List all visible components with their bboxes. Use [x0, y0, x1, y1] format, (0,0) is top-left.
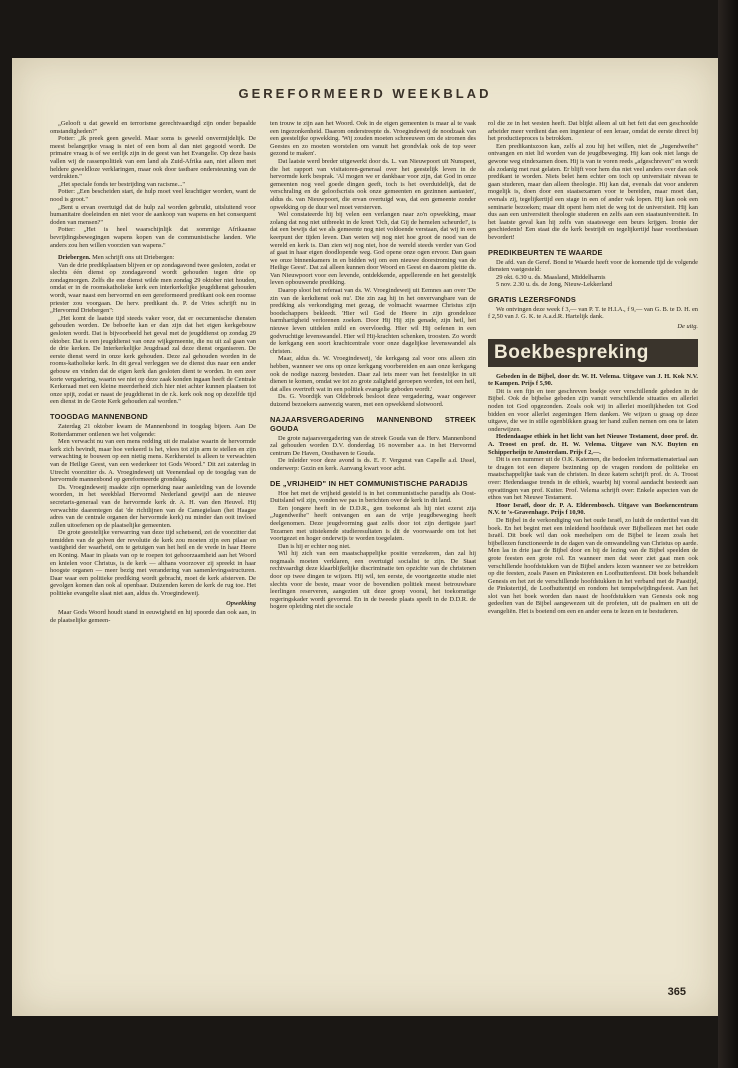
section-heading: TOOGDAG MANNENBOND	[50, 411, 148, 421]
section-heading: PREDIKBEURTEN TE WAARDE	[488, 247, 603, 257]
paragraph: We ontvingen deze week f 3,— van P. T. te H.I.A., f 9,— van G. B. te D. H. en f 2,50 van J. G. K. te A.a.d.R. Hartelijk dank.	[488, 305, 698, 321]
paragraph: Hoe het met de vrijheid gesteld is in het communistische paradijs als Oost-Duitsland wil zijn, vonden we pas in berichten over de kerk in dit land.	[270, 489, 476, 505]
paragraph: Een jongere heeft in de D.D.R., gen toekomst als hij niet ezerst zija „Jugendweihe" heeft ontvangen en aan de vrije jeugdbeweging heeft deelgenomen. Deze jeugdvorming gaat zelfs door tot zijn dertigste jaar! Tezamen met uitstekende studieresultaten is dit de voorwaarde om tot het voortgezet en hoger onderwijs te worden toegelaten.	[270, 504, 476, 543]
column-3	[488, 120, 698, 990]
subheading: Opwekking	[226, 599, 256, 607]
paragraph: Potter: „Ik preek geen geweld. Maar soms is geweld onvermijdelijk. De meest belangrijke vraag is niet of een bom al dan niet gegooid wordt. De primaire vraag is of we eerlijk zijn in de geest van het Evangelie. Op deze basis vallen wij de rassenpolitiek van een land als Zuid-Afrika aan, niet alleen met heldere geweldloze verklaringen, maar ook door tastbare ondersteuning van de verdrukten."	[50, 135, 256, 181]
paragraph: Dan is hij er echter nog niet.	[278, 542, 351, 550]
paragraph: De inleider voor deze avond is ds. E. F. Vergunst van Capelle a.d. IJssel, onderwerp: Gezin en kerk. Aanvang kwart voor acht.	[270, 457, 476, 472]
page-header: GEREFORMEERD WEEKBLAD	[238, 86, 492, 101]
book-review-heading: Boekbespreking	[488, 339, 698, 367]
paragraph: Potter: „Een bescheiden start, de hulp moet veel krachtiger worden, want de nood is groot."	[50, 188, 256, 203]
paragraph: Wel constateerde hij bij velen een verlangen naar zo'n opwekking, maar zolang dat nog niet uitbreekt in de kreet 'Och, dat Gij de hemelen scheurde!', is dat een bewijs dat we als gemeente nog niet voldoende verstaan, dat wij in een keerpunt der tijden leven. Dan weten wij nog niet hoe groot de nood van de wereld en kerk is. Dan zien wij nog niet, hoe de wereld steeds verder van God af gaat in haar eigen doodlopende weg. God opene onze ogen ervoor. Dan gaan we onze binnenkamers in en bidden wij om een nieuwe doorstroming van de Heilige Geest'. Dat zal alleen kunnen door Woord en Geest en daarom pleitte ds. Van Nieuwpoort voor een levende, ontdekkende, appellerende en het geestelijk leven opbouwende prediking.	[270, 211, 476, 287]
paragraph-text: Men schrijft ons uit Driebergen:	[92, 254, 175, 262]
column-2	[270, 120, 476, 990]
paragraph: Daarop sloot het referaat van ds. W. Vroegindeweij uit Eemnes aan over 'De zin van de kerkdienst ook nu'. Die zin zag hij in het onvervangbare van de prediking als verkondiging met gezag, de volmacht waarmee Christus zijn boodschappers bekleedt. 'Hier wil God de Heere in zijn grondeloze barmhartigheid verlorenen zoeken. Door Hij Hij zijn genade, zijn heil, het nieuwe leven uitdelen mild en overvloedig. Hier wil Hij oefenen in een godvruchtige levenswandel. Hier wil Hij-krachten schenken, troosten. Zo wordt de kerkgang een soort krachtcentrale voor onze dagelijkse levenswandel als christen.	[270, 287, 476, 355]
paragraph: Ds. Vroegindeweij maakte zijn opmerking naar aanleiding van de lovende woorden, in het weekblad Hervormd Nederland gewijd aan de nieuwe secretaris-generaal van de hervormde kerk dr. A. H. van den Heuvel. Hij verwachtte daarentegen dat 'de richtlijnen van de Camegielaan (het Haagse adres van de centrale organen der hervormde kerk) nu minder dan ooit invloed zullen uitoefenen op de plaatselijke gemeenten.	[50, 483, 256, 529]
page-number: 365	[667, 986, 686, 998]
book-title: Hoor Israël, door dr. P. A. Elderenbosch. Uitgave van Boekencentrum N.V. te 's-Gravenhage. Prijs f 10,90.	[488, 501, 698, 517]
keyword-driebergen: Driebergen.	[58, 254, 91, 262]
paragraph	[50, 254, 256, 262]
paragraph: Maar Gods Woord houdt stand in eeuwigheid en hij spoorde dan ook aan, in de plaatselijke gemeen-	[50, 609, 256, 624]
paragraph: „Het komt de laatste tijd steeds vaker voor, dat er oecumenische diensten gehouden worden. De beboefte kan er dan zijn dat het eigen kerkgebouw gesloten wordt. Dat is bijvoorbeeld het geval met de jeugddienst op zondag 29 oktober. Dat is een jeugddienst van onze wijkgemeente, die nu uit zal gaan van de drie kerken. De Interkerkelijke Jeugdraad zal deze dienst organiseren. De eerste dienst werd in onze kerk gehouden. Deze zal gehouden worden in de rooms-katholieke kerk. In dit geval verleggen we de dienst dus naar een ander gebouw en vinden dat de eigen kerk dan gesloten dient te worden. In een zeer korte vergadering, waarin we niet op deze zaak konden ingaan heeft de Centrale Kerkeraad met een kleine meerderheid zich hier niet achter kunnen plaatsen tot onze spijt, zodat er naast de jeugddienst in de r.k. kerk ook nog op dezelfde tijd een dienst in de Grote Kerk gehouden zal worden."	[50, 314, 256, 406]
paragraph: De grote geestelijke verwarring van deze tijd schetsend, zei de voorzitter dat temidden van de golven der revolutie de kerk zou moeten zijn een pilaar en vastigheid der waarheid, om te getuigen van het heil en de vrede in haar Heere en Koning. Maar in plaats van op te roepen tot gehoorzaamheid aan het Woord en knielen voor Christus, is de kerk — althans voorzover zij spreekt in haar hoogste organen — meer bezig met verandering van samenlevingsstructuren. Daar waar een politieke prediking wordt gebracht, moet de kerk afsterven. De gevolgen komen dan ook al openbaar. Duizenden keren de kerk de rug toe. Het politieke evangelie slaat niet aan, aldus ds. Vroegindeweij.	[50, 529, 256, 598]
newspaper-page	[12, 58, 718, 1016]
section-heading: GRATIS LEZERSFONDS	[488, 294, 577, 304]
paragraph: „Bent u ervan overtuigd dat de hulp zal worden gebruikt, uitsluitend voor humanitaire doeleinden en niet voor de aankoop van wapens en het consequent doden van mensen?"	[50, 203, 256, 226]
paragraph: De afd. van de Geref. Bond te Waarde heeft voor de komende tijd de volgende diensten vastgesteld:	[488, 258, 698, 274]
paragraph: Dit is een fijn en teer geschreven boekje over verschillende gebeden in de Bijbel. Ook de bijbelse gebeden zijn vanuit verschillende situaties en allerlei noden tot God opgezonden. Zoals ook wij in allerlei moeilijkheden tot God bidden en voor allerlei zegeningen Hem danken. We wijzen u graag op deze uitgave, die we in stille ogenblikken graag ter hand zullen nemen om ons te laten onderwijzen.	[488, 387, 698, 433]
paragraph: Ds. G. Voordijk van Oldebroek besloot deze vergadering, waar ongeveer duizend bezoekers aanwezig waren, met een opwekkend slotwoord.	[270, 393, 476, 408]
paragraph: Dit is een nummer uit de O.K. Katernen, die bedoelen informatiemateriaal aan te dragen tot een diepere bezinning op de vragen rondom de politieke en maatschappelijke taak van de christen. In deze katern schrijft prof. dr. A. Troost over: Hedendaagse trends in de ethiek, waarbij hij vooral aandacht besteedt aan opvattingen van prof. Kuiter. Prof. Velema schrijft over: Enkele aspecten van de ethos van het Nieuwe Testament.	[488, 456, 698, 502]
paragraph: „Het speciale fonds ter bestrijding van racisme..."	[58, 180, 186, 188]
section-heading: NAJAARSVERGADERING MANNENBOND STREEK GOUDA	[270, 414, 476, 433]
book-title: Hedendaagse ethiek in het licht van het Nieuwe Testament, door prof. dr. A. Troost en prof. dr. H. W. Velema. Uitgave van N.V. Buyten en Schipperheijn te Amsterdam. Prijs f 2,—.	[488, 433, 698, 456]
book-title: Gebeden in de Bijbel, door dr. W. H. Velema. Uitgave van J. H. Kok N.V. te Kampen. Prijs f 5,90.	[488, 372, 698, 388]
signature: De uitg.	[677, 323, 698, 331]
paragraph: Maar, aldus ds. W. Vroegindeweij, 'de kerkgang zal voor ons alleen zin hebben, wanneer we ons op onze kerkgang voorbereiden en aan onze kerkgang ook de nodige nazorg besteden. Daar zal iets meer van het feestelijke in uit dienen te komen, omdat we tot zo grote zaligheid geroepen worden, tot een heil, dat alles overtreft wat in een politiek evangelie geboden wordt.'	[270, 355, 476, 393]
paragraph: Zaterdag 21 oktober kwam de Mannenbond in toogdag bijeen. Aan De Rotterdammer ontlenen we het volgende:	[50, 422, 256, 438]
column-1	[50, 120, 256, 990]
paragraph: Men verwacht nu van een mens redding uit de malaise waarin de hervormde kerk zich bevindt, maar hoe verkeerd is het, vlees tot zijn arm te stellen en zijn verwachting te bouwen op een nietig mens. Kerkherstel is alleen te verwachten van de Heilige Geest, van een wederkeer tot Gods Woord." Dit zei zaterdag in Utrecht voorzitter ds. A. Vroegindeweij uit Veenendaal op de toogdag van de hervormde mannenbond op gereformeerde grondslag.	[50, 438, 256, 484]
paragraph: Dat laatste werd breder uitgewerkt door ds. L. van Nieuwpoort uit Nunspeet, die het rapport van visitatoren-generaal over het geestelijk leven in de hervormde kerk besprak. 'Al mogen we er dankbaar voor zijn, dat God in onze gemeenten nog veel goede dingen geeft, toch is het overduidelijk, dat de verschraling en de geloofscrisis ook onze gemeenten en gezinnen aantasten', aldus ds. van Nieuwpoort, die ervan overtuigd was, dat een gemeente zonder opwekking op de duur wel moet versterven.	[270, 157, 476, 211]
paragraph: „Gelooft u dat geweld en terrorisme gerechtvaardigd zijn onder bepaalde omstandigheden?"	[50, 120, 256, 135]
service-line: 29 okt. 6.30 u. ds. Maasland, Middelharnis	[496, 273, 606, 281]
paragraph: Wil hij zich van een maatschappelijke positie verzekeren, dan zal hij nogmaals moeten verklaren, een overtuigd socialist te zijn. De Staat rechtvaardigt deze klaarblijkelijke discriminatie ten opzichte van de christenen door op twee dingen te wijzen. Hij wil, ten eerste, de voortgezette studie niet slechts voor de beste, maar voor de bovendien politiek meest betrouwbare leerlingen reserveren, aangezien uit deze groep vooral, het toekomstige regeringskader wordt gevormd. En in de tweede plaats speelt in de D.D.R. de hogere opleiding niet die sociale	[270, 550, 476, 611]
paragraph: De Bijbel in de verkondiging van het oude Israël, zo luidt de ondertitel van dit boek. En het begint met een inleidend hoofdstuk over Bijbellezen met het oude Israël. Dit boek wil dan ook meehelpen om de Bijbel te lezen zoals het bijbellezen functioneerde in de dagen van de omwandeling van Christus op aarde. Men las in drie jaar de Bijbel door en bij de lezing van de Bijbel speelden de grote feesten een grote rol. En wanneer men dat weer ziet gaat men ook verschillende hoofdstukken van de Bijbel anders lezen wanneer we ze betrekken op die feesten, zoals Pasen en Pinksteren en Loofhuttenfeest. Dit boek behandelt Genesis en het zet de verschillende hoofdstukken in het verband met de Paastijd, de Pinkstertijd, de Loofhuttentijd en rondom het tempelwijdingsfeest. Aan het slot van het boek worden dan naast de hoofdstukken van Genesis ook nog gedeelten van de Bijbel aangewezen uit de profeten, uit de psalmen en uit de evangeliën. Het is boeiend om een en ander eens te lezen en te bestuderen.	[488, 516, 698, 616]
section-heading: DE „VRIJHEID" IN HET COMMUNISTISCHE PARADIJS	[270, 478, 468, 488]
binding-shadow	[718, 0, 738, 1068]
service-line: 5 nov. 2.30 u. ds. de Jong, Nieuw-Lekkerland	[496, 281, 613, 289]
paragraph: rol die ze in het westen heeft. Dat blijkt alleen al uit het feit dat een geschoolde arbeider meer verdient dan een ingenieur of een leraar, omdat de eerste direct bij het productieproces is betrokken.	[488, 120, 698, 143]
paragraph: Een predikantszoon kan, zelfs al zou hij het willen, niet de „Jugendweihe" ontvangen en niet lid worden van de jeugdbeweging. Hij kan ook niet langs de gewone weg eindexamen doen. Hij is van te voren reeds „afgeschreven" en wordt als zodanig met rust gelaten. Er blijft voor hem dus niet veel anders over dan ook predikant te worden. Niets belet hem echter om toch op universitair niveau te gaan studeren, maar dan alleen theologie. Hij kan dat, evenals dat voor anderen mogelijk is, doen door een staatsexamen voor te bereiden, maar moet dan, evenals zij, tegelijkertijd een stage in een of ander vak lopen. Hij kan ook een seminarie bezoeken; maar dit opent hem niet de weg tot de universiteit. Hij kan dus aan een universiteit theologie studeren en zelfs aan een staatsuniversiteit. In het laatste geval kan hij zelfs van staatswege een beurs krijgen. Ironie der geschiedenis! Een staat die de kerk bestrijdt en tegelijkertijd haar voortbestaan bevordert!	[488, 142, 698, 241]
paragraph: Potter: „Het is heel waarschijnlijk dat sommige Afrikaanse bevrijdingsbewegingen wapens kopen van de communistische landen. Wie anders zou hen willen voorzien van wapens."	[50, 226, 256, 249]
paragraph: ten trouw te zijn aan het Woord. Ook in de eigen gemeenten is maar al te vaak een ingezonkenheid. Daarom onderstreepte ds. Vroegindeweij de noodzaak van een geestelijke opwekking. 'Wij zouden moeten schreeuwen om de stromen des Geestes en zo moeten worstelen om vanuit het grondvlak ook de top weer gezond te maken'.	[270, 120, 476, 158]
paragraph: De grote najaarsvergadering van de streek Gouda van de Herv. Mannenbond zal gehouden worden D.V. donderdag 16 november a.s. in het Hervormd centrum De Haven, Oosthaven te Gouda.	[270, 434, 476, 457]
paragraph: Van de drie predikplaatsen blijven er op zondagavond twee gesloten, zodat er slechts één dienst op zondagavond wordt gehouden tegen drie op zondagmorgen. Zelfs die ene dienst wilde men zondag 29 oktober niet houden, omdat er in de roomskatholieke kerk een interkerkelijke jeugddienst gehouden wordt, waar naast een hervormd en een gereformeerd predikant ook een roomse priester zou voorgaan. De herv. predikant ds. P. de Vries schrijft nu in „Hervormd Driebergen":	[50, 261, 256, 315]
